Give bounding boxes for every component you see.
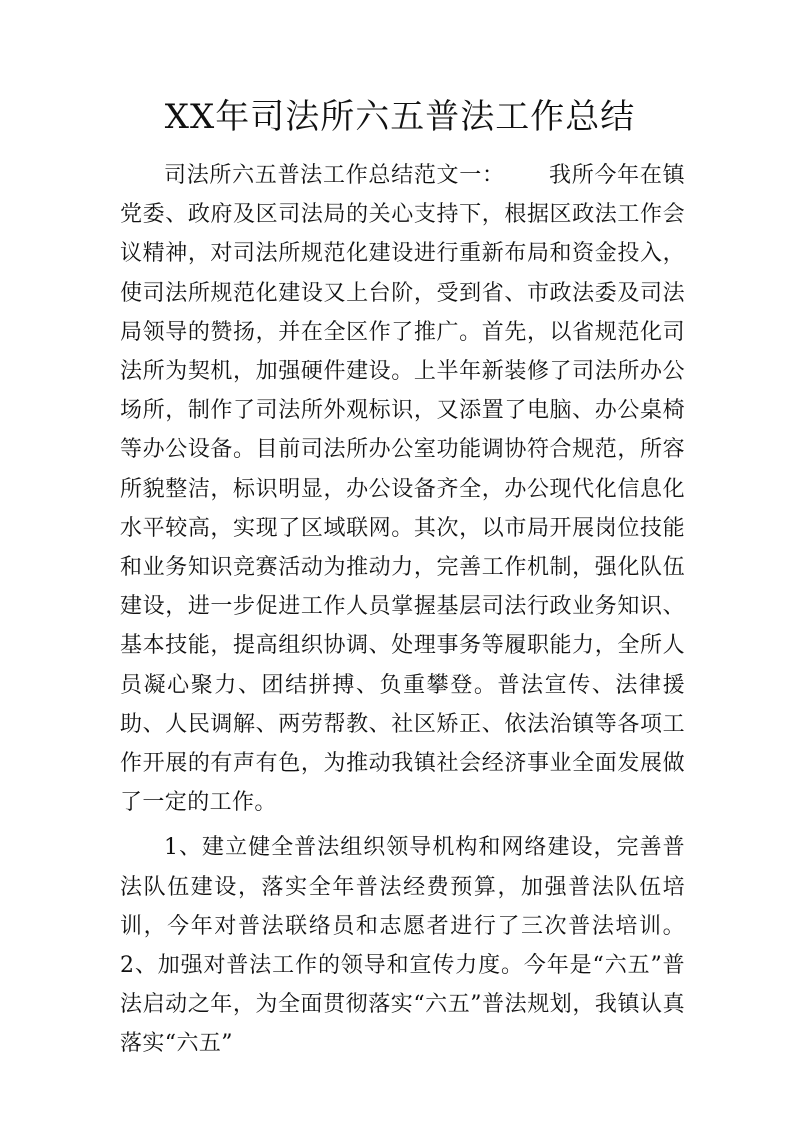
paragraph-1-text: 我所今年在镇党委、政府及区司法局的关心支持下，根据区政法工作会议精神，对司法所规范化建设进行重新布局和资金投入，使司法所规范化建设又上台阶，受到省、市政法委及司法局领导的赞扬，并在全区作了推广。首先，以省规范化司法所为契机，加强硬件建设。上半年新装修了司法所办公场所，制作了司法所外观标识，又添置了电脑、办公桌椅等办公设备。目前司法所办公室功能调协符合规范，所容所貌整洁，标识明显，办公设备齐全，办公现代化信息化水平较高，实现了区域联网。其次，以市局开展岗位技能和业务知识竞赛活动为推动力，完善工作机制，强化队伍建设，进一步促进工作人员掌握基层司法行政业务知识、基本技能，提高组织协调、处理事务等履职能力，全所人员凝心聚力、团结拼搏、负重攀登。普法宣传、法律援助、人民调解、两劳帮教、社区矫正、依法治镇等各项工作开展的有声有色，为推动我镇社会经济事业全面发展做了一定的工作。 bbox=[120, 163, 685, 816]
document-body bbox=[120, 156, 685, 1064]
paragraph-2-text: 1、建立健全普法组织领导机构和网络建设，完善普法队伍建设，落实全年普法经费预算，加强普法队伍培训，今年对普法联络员和志愿者进行了三次普法培训。2、加强对普法工作的领导和宣传力度。今年是“六五”普法启动之年，为全面贯彻落实“六五”普法规划，我镇认真落实“六五” bbox=[120, 835, 685, 1057]
intro-heading: 司法所六五普法工作总结范文一： bbox=[164, 163, 505, 188]
paragraph-2 bbox=[120, 828, 685, 1063]
paragraph-1 bbox=[120, 156, 685, 822]
document-title: XX年司法所六五普法工作总结 bbox=[164, 97, 636, 137]
